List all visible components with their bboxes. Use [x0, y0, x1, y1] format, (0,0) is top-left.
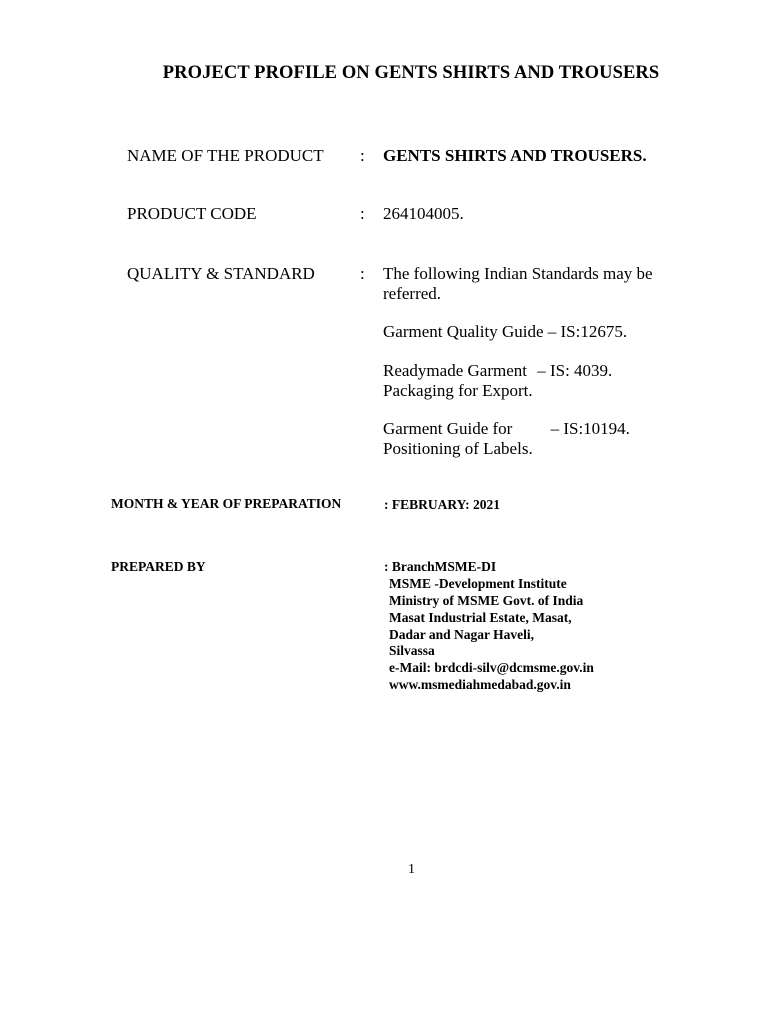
prepared-by-line: Ministry of MSME Govt. of India [389, 593, 584, 608]
standard-extra: Positioning of Labels. [383, 439, 533, 458]
month-year-label: MONTH & YEAR OF PREPARATION [111, 496, 342, 511]
product-name-colon: : [360, 146, 365, 165]
product-code-colon: : [360, 204, 365, 223]
standard-name: Garment Guide for [383, 419, 513, 438]
product-code-value: 264104005. [383, 204, 464, 223]
standard-code: – IS:12675. [547, 322, 628, 341]
prepared-by-line: Masat Industrial Estate, Masat, [389, 610, 572, 625]
standard-extra: Packaging for Export. [383, 381, 533, 400]
standard-item [383, 361, 612, 381]
product-name-value: GENTS SHIRTS AND TROUSERS. [383, 146, 647, 165]
standard-name: Garment Quality Guide [383, 322, 544, 341]
standard-code: – IS:10194. [550, 419, 630, 438]
page-number: 1 [408, 862, 415, 877]
quality-label: QUALITY & STANDARD [127, 264, 315, 283]
month-year-value: : FEBRUARY: 2021 [384, 497, 501, 512]
quality-intro-line1: The following Indian Standards may be [383, 264, 653, 283]
quality-intro-line2: referred. [383, 284, 442, 303]
prepared-by-website: www.msmediahmedabad.gov.in [389, 677, 571, 692]
standard-item [383, 419, 630, 439]
prepared-by-line: : BranchMSME-DI [384, 559, 497, 574]
product-name-label: NAME OF THE PRODUCT [127, 146, 324, 165]
standard-code: – IS: 4039. [537, 361, 613, 380]
standard-item [383, 322, 627, 342]
quality-colon: : [360, 264, 365, 283]
product-code-label: PRODUCT CODE [127, 204, 257, 223]
prepared-by-line: MSME -Development Institute [389, 576, 567, 591]
page-title: PROJECT PROFILE ON GENTS SHIRTS AND TROUSERS [162, 63, 660, 83]
prepared-by-label: PREPARED BY [111, 559, 206, 574]
prepared-by-email: e-Mail: brdcdi-silv@dcmsme.gov.in [389, 660, 594, 675]
prepared-by-line: Silvassa [389, 643, 435, 658]
standard-name: Readymade Garment [383, 361, 527, 380]
prepared-by-line: Dadar and Nagar Haveli, [389, 627, 535, 642]
